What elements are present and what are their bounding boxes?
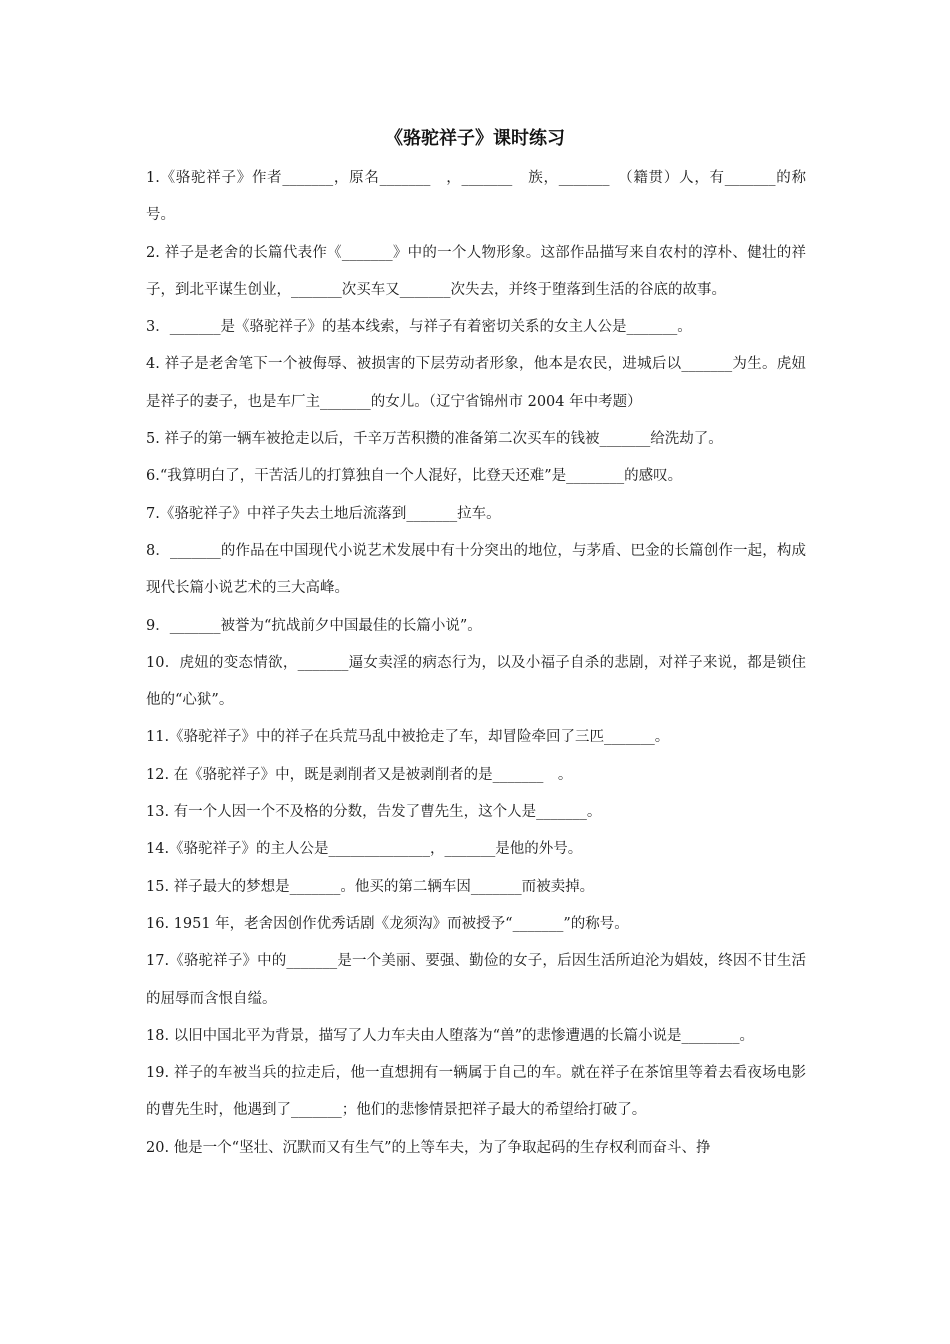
question-10: 10．虎妞的变态情欲，_______逼女卖淫的病态行为，以及小福子自杀的悲剧，对祥子来说，都是锁住他的“心狱”。: [146, 654, 806, 709]
question-18: 18. 以旧中国北平为背景，描写了人力车夫由人堕落为“兽”的悲惨遭遇的长篇小说是________。: [146, 1027, 754, 1044]
question-11: 11.《骆驼祥子》中的祥子在兵荒马乱中被抢走了车，却冒险牵回了三匹_______。: [146, 729, 670, 746]
question-19: 19. 祥子的车被当兵的拉走后，他一直想拥有一辆属于自己的车。就在祥子在茶馆里等着去看夜场电影的曹先生时，他遇到了_______；他们的悲惨情景把祥子最大的希望给打破了。: [146, 1065, 806, 1119]
question-20: 20. 他是一个“坚壮、沉默而又有生气”的上等车夫，为了争取起码的生存权利而奋斗、挣: [146, 1139, 711, 1156]
question-1: 1.《骆驼祥子》作者_______，原名_______ ，_______ 族，_______ （籍贯）人，有_______的称号。: [146, 170, 806, 224]
document-title: 《骆驼祥子》课时练习: [385, 128, 565, 149]
question-17: 17.《骆驼祥子》中的_______是一个美丽、要强、勤俭的女子，后因生活所迫沦为娼妓，终因不甘生活的屈辱而含恨自缢。: [146, 953, 806, 1007]
question-16: 16. 1951 年，老舍因创作优秀话剧《龙须沟》而被授予“_______”的称号。: [146, 915, 629, 932]
question-2: 2. 祥子是老舍的长篇代表作《_______》中的一个人物形象。这部作品描写来自农村的淳朴、健壮的祥子，到北平谋生创业，_______次买车又_______次失去，并终于堕落到生活的谷底的故事。: [146, 244, 806, 298]
question-14: 14.《骆驼祥子》的主人公是______________，_______是他的外号。: [146, 841, 583, 858]
question-8: 8．_______的作品在中国现代小说艺术发展中有十分突出的地位，与茅盾、巴金的长篇创作一起，构成现代长篇小说艺术的三大高峰。: [146, 542, 806, 597]
question-5: 5. 祥子的第一辆车被抢走以后，千辛万苦积攒的准备第二次买车的钱被_______给洗劫了。: [146, 431, 723, 448]
question-13: 13. 有一个人因一个不及格的分数，告发了曹先生，这个人是_______。: [146, 804, 602, 821]
question-9: 9．_______被誉为“抗战前夕中国最佳的长篇小说”。: [146, 617, 482, 634]
question-6: 6.“我算明白了，干苦活儿的打算独自一个人混好，比登天还难”是________的感叹。: [146, 468, 683, 485]
question-12: 12. 在《骆驼祥子》中，既是剥削者又是被剥削者的是_______ 。: [146, 766, 573, 783]
question-3: 3．_______是《骆驼祥子》的基本线索，与祥子有着密切关系的女主人公是_______。: [146, 319, 692, 336]
question-15: 15. 祥子最大的梦想是_______。他买的第二辆车因_______而被卖掉。: [146, 878, 595, 895]
question-list: [146, 160, 806, 1167]
question-7: 7.《骆驼祥子》中祥子失去土地后流落到_______拉车。: [146, 505, 501, 522]
question-4: 4. 祥子是老舍笔下一个被侮辱、被损害的下层劳动者形象，他本是农民，进城后以_______为生。虎妞是祥子的妻子，也是车厂主_______的女儿。（辽宁省锦州市 2004 年中考题）: [146, 356, 806, 410]
